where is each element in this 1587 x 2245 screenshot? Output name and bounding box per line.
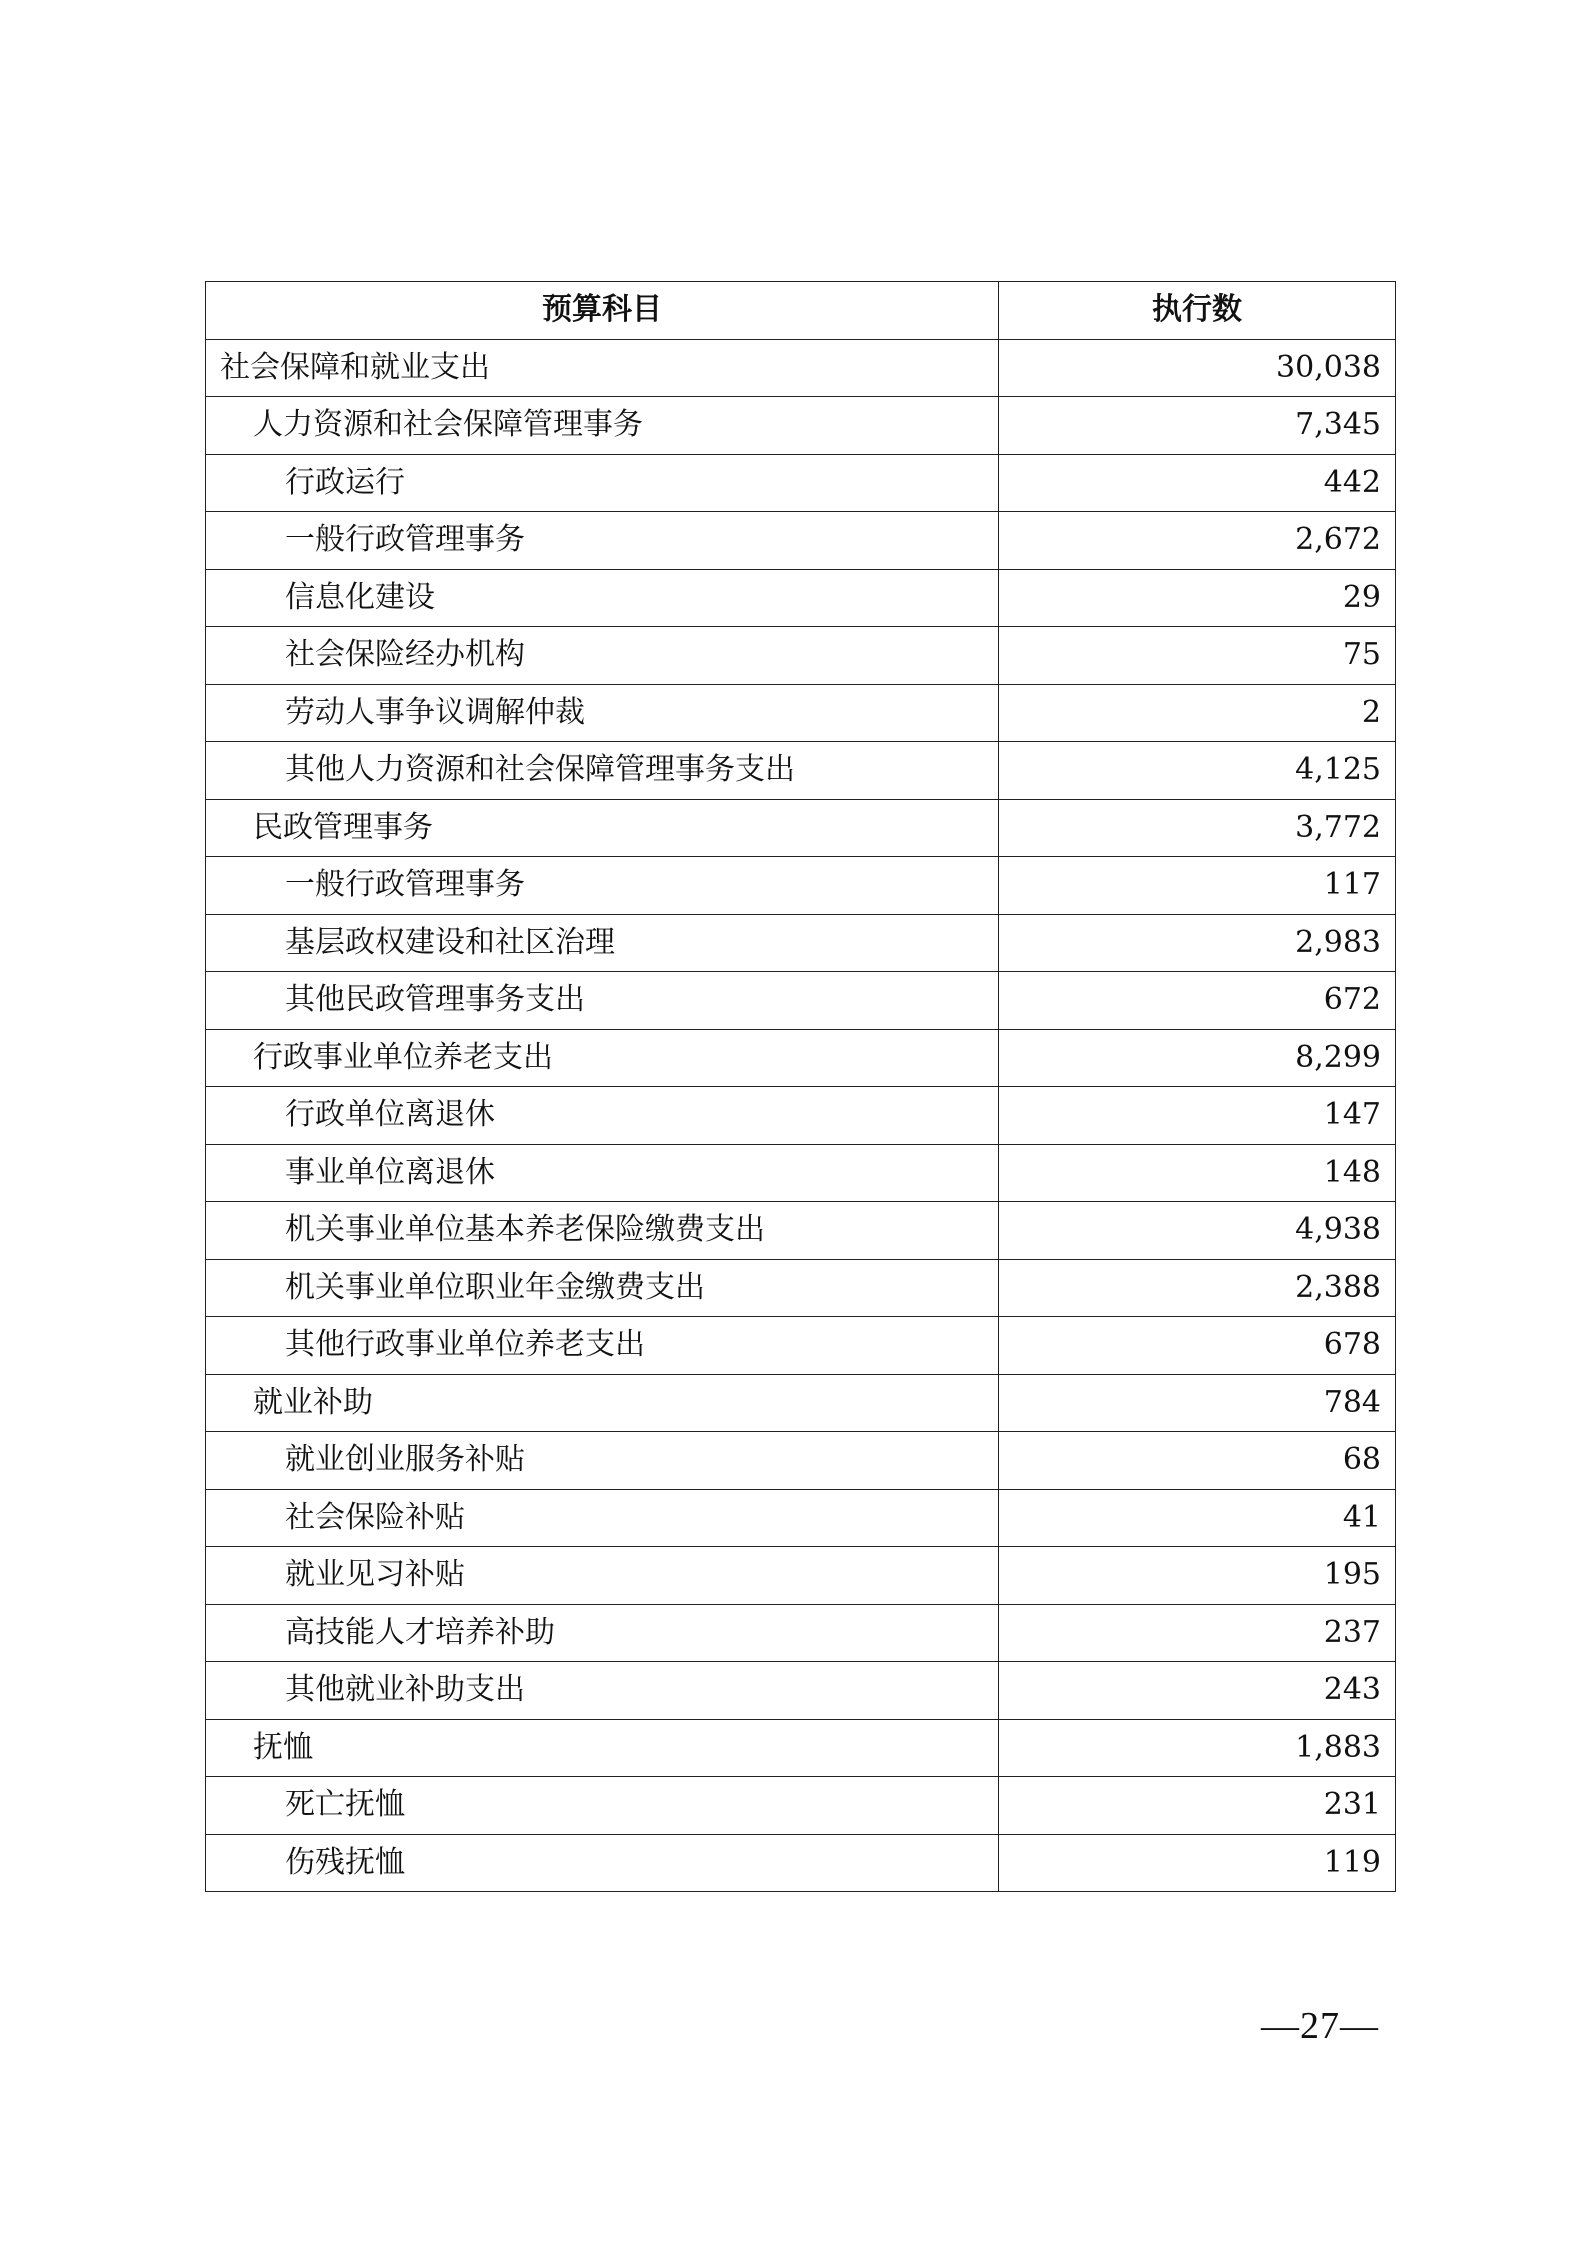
table-row xyxy=(206,512,1396,570)
row-subject: 一般行政管理事务 xyxy=(206,857,999,915)
row-subject: 就业见习补贴 xyxy=(206,1547,999,1605)
table-row xyxy=(206,799,1396,857)
table-header-row xyxy=(206,282,1396,340)
row-subject: 行政运行 xyxy=(206,454,999,512)
table-row xyxy=(206,1719,1396,1777)
row-amount: 678 xyxy=(999,1317,1396,1375)
row-amount: 148 xyxy=(999,1144,1396,1202)
row-amount: 2,672 xyxy=(999,512,1396,570)
table-row xyxy=(206,569,1396,627)
table-row xyxy=(206,397,1396,455)
header-amount: 执行数 xyxy=(999,282,1396,340)
row-amount: 195 xyxy=(999,1547,1396,1605)
table-row xyxy=(206,1834,1396,1892)
table-row xyxy=(206,1547,1396,1605)
table-row xyxy=(206,742,1396,800)
row-amount: 442 xyxy=(999,454,1396,512)
page-number: —27— xyxy=(1261,2005,1379,2047)
row-amount: 672 xyxy=(999,972,1396,1030)
row-subject: 社会保障和就业支出 xyxy=(206,339,999,397)
row-amount: 68 xyxy=(999,1432,1396,1490)
header-subject: 预算科目 xyxy=(206,282,999,340)
row-amount: 2,388 xyxy=(999,1259,1396,1317)
table-row xyxy=(206,627,1396,685)
table-row xyxy=(206,1144,1396,1202)
row-subject: 一般行政管理事务 xyxy=(206,512,999,570)
table-row xyxy=(206,1259,1396,1317)
table-row xyxy=(206,1317,1396,1375)
table-row xyxy=(206,1662,1396,1720)
row-amount: 784 xyxy=(999,1374,1396,1432)
row-subject: 社会保险补贴 xyxy=(206,1489,999,1547)
table-row xyxy=(206,1777,1396,1835)
budget-execution-table xyxy=(205,281,1396,1892)
row-subject: 人力资源和社会保障管理事务 xyxy=(206,397,999,455)
table-row xyxy=(206,1374,1396,1432)
row-subject: 就业创业服务补贴 xyxy=(206,1432,999,1490)
row-subject: 高技能人才培养补助 xyxy=(206,1604,999,1662)
table-row xyxy=(206,857,1396,915)
table-row xyxy=(206,684,1396,742)
row-subject: 抚恤 xyxy=(206,1719,999,1777)
table-row xyxy=(206,1202,1396,1260)
row-amount: 30,038 xyxy=(999,339,1396,397)
table-row xyxy=(206,972,1396,1030)
row-amount: 117 xyxy=(999,857,1396,915)
row-subject: 基层政权建设和社区治理 xyxy=(206,914,999,972)
row-amount: 147 xyxy=(999,1087,1396,1145)
row-subject: 机关事业单位基本养老保险缴费支出 xyxy=(206,1202,999,1260)
row-amount: 29 xyxy=(999,569,1396,627)
row-subject: 其他人力资源和社会保障管理事务支出 xyxy=(206,742,999,800)
table-body xyxy=(206,339,1396,1892)
row-amount: 2,983 xyxy=(999,914,1396,972)
row-amount: 3,772 xyxy=(999,799,1396,857)
row-amount: 119 xyxy=(999,1834,1396,1892)
row-subject: 其他行政事业单位养老支出 xyxy=(206,1317,999,1375)
row-amount: 4,938 xyxy=(999,1202,1396,1260)
row-subject: 行政单位离退休 xyxy=(206,1087,999,1145)
row-amount: 4,125 xyxy=(999,742,1396,800)
row-amount: 2 xyxy=(999,684,1396,742)
row-subject: 其他民政管理事务支出 xyxy=(206,972,999,1030)
row-amount: 8,299 xyxy=(999,1029,1396,1087)
table-row xyxy=(206,1087,1396,1145)
table-row xyxy=(206,914,1396,972)
table-row xyxy=(206,339,1396,397)
row-amount: 7,345 xyxy=(999,397,1396,455)
row-subject: 其他就业补助支出 xyxy=(206,1662,999,1720)
row-subject: 社会保险经办机构 xyxy=(206,627,999,685)
table-row xyxy=(206,454,1396,512)
row-subject: 就业补助 xyxy=(206,1374,999,1432)
row-subject: 机关事业单位职业年金缴费支出 xyxy=(206,1259,999,1317)
row-amount: 75 xyxy=(999,627,1396,685)
table-row xyxy=(206,1432,1396,1490)
row-amount: 243 xyxy=(999,1662,1396,1720)
row-amount: 237 xyxy=(999,1604,1396,1662)
row-amount: 1,883 xyxy=(999,1719,1396,1777)
row-subject: 劳动人事争议调解仲裁 xyxy=(206,684,999,742)
row-amount: 41 xyxy=(999,1489,1396,1547)
table-row xyxy=(206,1029,1396,1087)
row-subject: 伤残抚恤 xyxy=(206,1834,999,1892)
table-row xyxy=(206,1489,1396,1547)
row-subject: 信息化建设 xyxy=(206,569,999,627)
row-subject: 行政事业单位养老支出 xyxy=(206,1029,999,1087)
row-subject: 死亡抚恤 xyxy=(206,1777,999,1835)
table-row xyxy=(206,1604,1396,1662)
row-amount: 231 xyxy=(999,1777,1396,1835)
row-subject: 民政管理事务 xyxy=(206,799,999,857)
row-subject: 事业单位离退休 xyxy=(206,1144,999,1202)
